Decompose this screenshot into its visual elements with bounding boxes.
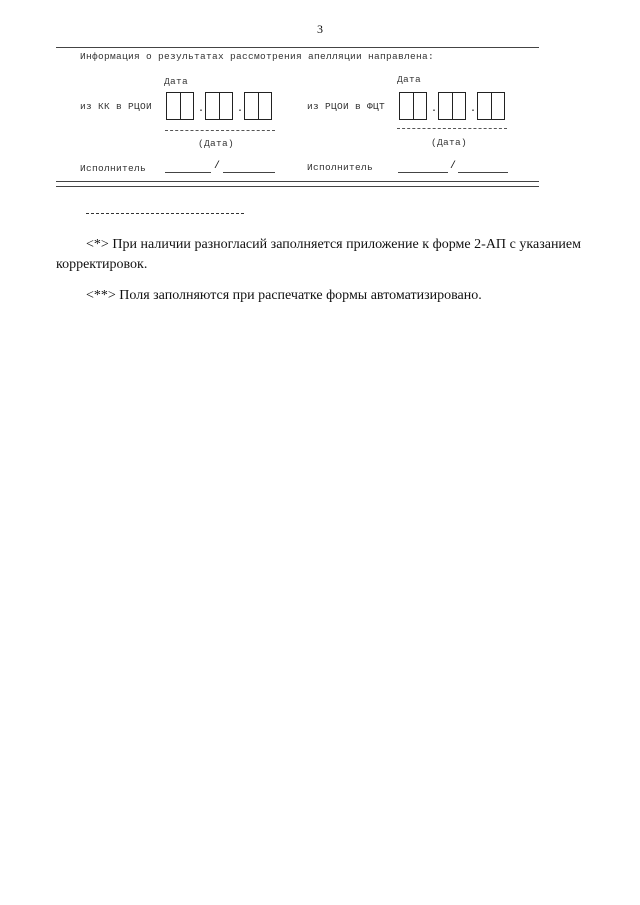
right-date-dot-1: . (431, 104, 438, 115)
left-date-dot-1: . (198, 104, 205, 115)
right-year-box[interactable] (477, 92, 505, 120)
left-day-box[interactable] (166, 92, 194, 120)
left-executor-slash: / (214, 161, 221, 172)
right-date-caption: (Дата) (431, 137, 468, 148)
right-route-label: из РЦОИ в ФЦТ (307, 101, 386, 112)
left-executor-name-line[interactable] (165, 172, 211, 173)
right-day-box[interactable] (399, 92, 427, 120)
left-date-caption: (Дата) (198, 138, 235, 149)
right-executor-slash: / (450, 161, 457, 172)
right-month-box[interactable] (438, 92, 466, 120)
form-bottom-border (56, 181, 539, 182)
right-date-dot-2: . (470, 104, 477, 115)
left-executor-label: Исполнитель (80, 163, 147, 174)
form-header: Информация о результатах рассмотрения апелляции направлена: (80, 51, 435, 62)
left-date-line (165, 130, 275, 131)
footnote-2: <**> Поля заполняются при распечатке формы автоматизировано. (86, 288, 482, 303)
left-year-box[interactable] (244, 92, 272, 120)
left-executor-signature-line[interactable] (223, 172, 275, 173)
left-route-label: из КК в РЦОИ (80, 101, 153, 112)
right-date-label: Дата (397, 74, 422, 85)
left-month-box[interactable] (205, 92, 233, 120)
right-executor-label: Исполнитель (307, 162, 374, 173)
form-top-border (56, 47, 539, 48)
right-date-line (397, 128, 507, 129)
page-number: 3 (317, 22, 323, 36)
left-date-dot-2: . (237, 104, 244, 115)
form-bottom-border-2 (56, 186, 539, 187)
footnote-1: <*> При наличии разногласий заполняется приложение к форме 2-АП с указанием корректировок. (56, 237, 581, 272)
right-executor-signature-line[interactable] (458, 172, 508, 173)
left-date-label: Дата (164, 76, 189, 87)
right-executor-name-line[interactable] (398, 172, 448, 173)
footnote-separator (86, 213, 244, 214)
